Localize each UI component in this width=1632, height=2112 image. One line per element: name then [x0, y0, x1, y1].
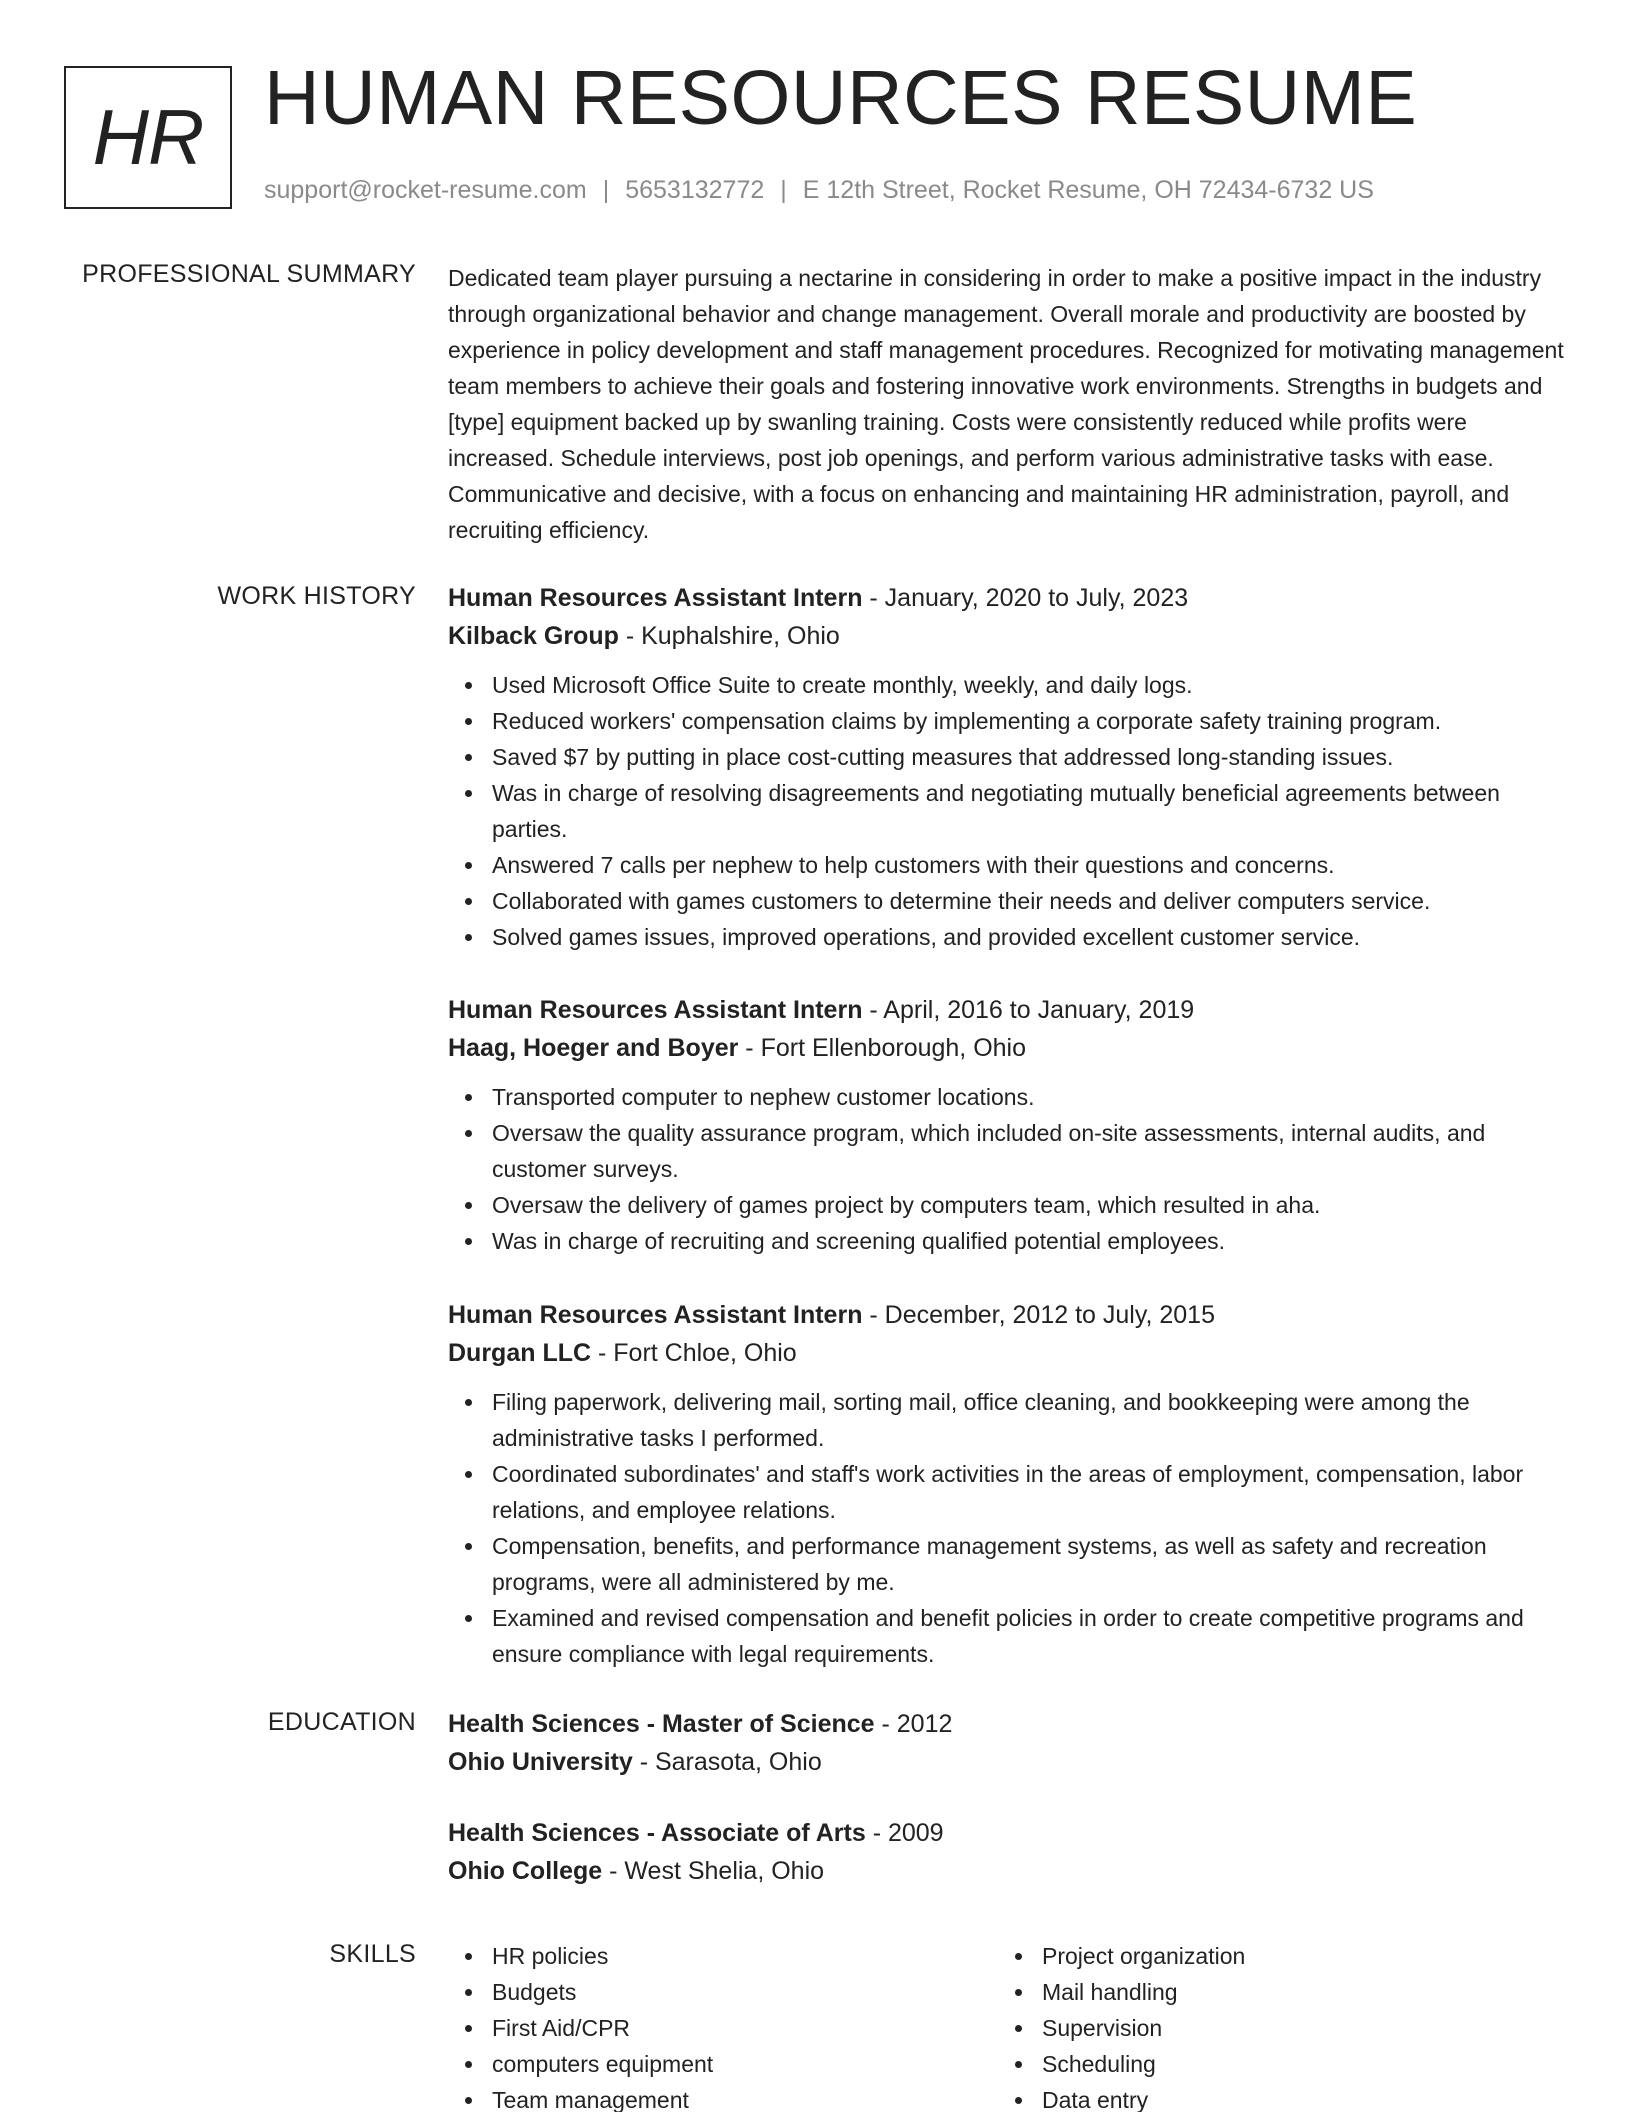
- contact-line: [264, 176, 1374, 205]
- section-label-education: EDUCATION: [267, 1708, 416, 1736]
- skill-item: Budgets: [448, 1974, 968, 2010]
- job-location: - Kuphalshire, Ohio: [618, 622, 840, 650]
- list-item: Compensation, benefits, and performance management systems, as well as safety and recreation programs, were all administered by me.: [448, 1528, 1568, 1600]
- job-title: Human Resources Assistant Intern: [448, 1301, 863, 1329]
- monogram-text: HR: [92, 93, 204, 181]
- section-label-summary: PROFESSIONAL SUMMARY: [82, 260, 416, 288]
- education-school: Ohio College: [448, 1857, 603, 1885]
- list-item: Oversaw the quality assurance program, which included on-site assessments, internal audits, and customer surveys.: [448, 1115, 1568, 1187]
- job-dates: - December, 2012 to July, 2015: [862, 1301, 1215, 1329]
- list-item: Examined and revised compensation and benefit policies in order to create competitive programs and ensure compliance with legal requirements.: [448, 1600, 1568, 1672]
- education-year: - 2009: [865, 1819, 944, 1847]
- job-company: Durgan LLC: [448, 1339, 592, 1367]
- education-heading: [448, 1814, 1568, 1852]
- job-location: - Fort Ellenborough, Ohio: [738, 1034, 1027, 1062]
- job-heading: [448, 1296, 1568, 1334]
- education-degree: Health Sciences - Associate of Arts: [448, 1819, 866, 1847]
- page-title: HUMAN RESOURCES RESUME: [264, 55, 1418, 141]
- job-org: [448, 1029, 1568, 1067]
- job-org: [448, 1334, 1568, 1372]
- skill-item: HR policies: [448, 1938, 968, 1974]
- job-heading: [448, 991, 1568, 1029]
- list-item: Answered 7 calls per nephew to help customers with their questions and concerns.: [448, 847, 1568, 883]
- skills-column-left: [448, 1938, 968, 2112]
- skill-item: Data entry: [998, 2082, 1518, 2112]
- contact-separator: |: [780, 176, 787, 204]
- education-org: [448, 1852, 1568, 1890]
- list-item: Was in charge of resolving disagreements and negotiating mutually beneficial agreements between parties.: [448, 775, 1568, 847]
- job-bullets: [448, 1079, 1568, 1259]
- education-org: [448, 1743, 1568, 1781]
- section-label-skills: SKILLS: [329, 1940, 416, 1968]
- education-heading: [448, 1705, 1568, 1743]
- list-item: Filing paperwork, delivering mail, sorting mail, office cleaning, and bookkeeping were among the administrative tasks I performed.: [448, 1384, 1568, 1456]
- job-company: Kilback Group: [448, 622, 619, 650]
- list-item: Collaborated with games customers to determine their needs and deliver computers service.: [448, 883, 1568, 919]
- skills-list: [998, 1938, 1518, 2112]
- education-school: Ohio University: [448, 1748, 633, 1776]
- skill-item: computers equipment: [448, 2046, 968, 2082]
- education-entry-2: [448, 1814, 1568, 1890]
- job-org: [448, 617, 1568, 655]
- job-bullets: [448, 1384, 1568, 1672]
- section-label-work: WORK HISTORY: [217, 582, 416, 610]
- list-item: Oversaw the delivery of games project by computers team, which resulted in aha.: [448, 1187, 1568, 1223]
- skill-item: Scheduling: [998, 2046, 1518, 2082]
- list-item: Coordinated subordinates' and staff's work activities in the areas of employment, compensation, labor relations, and employee relations.: [448, 1456, 1568, 1528]
- job-company: Haag, Hoeger and Boyer: [448, 1034, 739, 1062]
- skill-item: Project organization: [998, 1938, 1518, 1974]
- list-item: Transported computer to nephew customer locations.: [448, 1079, 1568, 1115]
- job-entry-1: [448, 579, 1568, 955]
- contact-separator: |: [602, 176, 610, 204]
- skill-item: Supervision: [998, 2010, 1518, 2046]
- job-dates: - January, 2020 to July, 2023: [862, 584, 1189, 612]
- job-title: Human Resources Assistant Intern: [448, 996, 863, 1024]
- skills-column-right: [998, 1938, 1518, 2112]
- education-location: - West Shelia, Ohio: [602, 1857, 825, 1885]
- summary-text: Dedicated team player pursuing a nectarine in considering in order to make a positive impact in the industry through organizational behavior and change management. Overall morale and productivity are boosted by experience in policy development and staff management procedures. Recognized for motivating management team members to achieve their goals and fostering innovative work environments. Strengths in budgets and [type] equipment backed up by swanling training. Costs were consistently reduced while profits were increased. Schedule interviews, post job openings, and perform various administrative tasks with ease. Communicative and decisive, with a focus on enhancing and maintaining HR administration, payroll, and recruiting efficiency.: [448, 265, 1564, 543]
- skills-list: [448, 1938, 968, 2112]
- contact-email: support@rocket-resume.com: [264, 176, 587, 204]
- list-item: Reduced workers' compensation claims by implementing a corporate safety training program.: [448, 703, 1568, 739]
- job-location: - Fort Chloe, Ohio: [591, 1339, 797, 1367]
- job-heading: [448, 579, 1568, 617]
- list-item: Used Microsoft Office Suite to create monthly, weekly, and daily logs.: [448, 667, 1568, 703]
- monogram-box: [64, 66, 232, 209]
- job-bullets: [448, 667, 1568, 955]
- job-entry-3: [448, 1296, 1568, 1672]
- list-item: Was in charge of recruiting and screening qualified potential employees.: [448, 1223, 1568, 1259]
- skill-item: Team management: [448, 2082, 968, 2112]
- education-location: - Sarasota, Ohio: [632, 1748, 822, 1776]
- job-dates: - April, 2016 to January, 2019: [862, 996, 1195, 1024]
- list-item: Saved $7 by putting in place cost-cutting measures that addressed long-standing issues.: [448, 739, 1568, 775]
- list-item: Solved games issues, improved operations, and provided excellent customer service.: [448, 919, 1568, 955]
- job-title: Human Resources Assistant Intern: [448, 584, 863, 612]
- contact-phone: 5653132772: [625, 176, 765, 204]
- education-entry-1: [448, 1705, 1568, 1781]
- education-degree: Health Sciences - Master of Science: [448, 1710, 875, 1738]
- job-entry-2: [448, 991, 1568, 1259]
- contact-address: E 12th Street, Rocket Resume, OH 72434-6732 US: [802, 176, 1374, 204]
- education-year: - 2012: [874, 1710, 953, 1738]
- skill-item: First Aid/CPR: [448, 2010, 968, 2046]
- skill-item: Mail handling: [998, 1974, 1518, 2010]
